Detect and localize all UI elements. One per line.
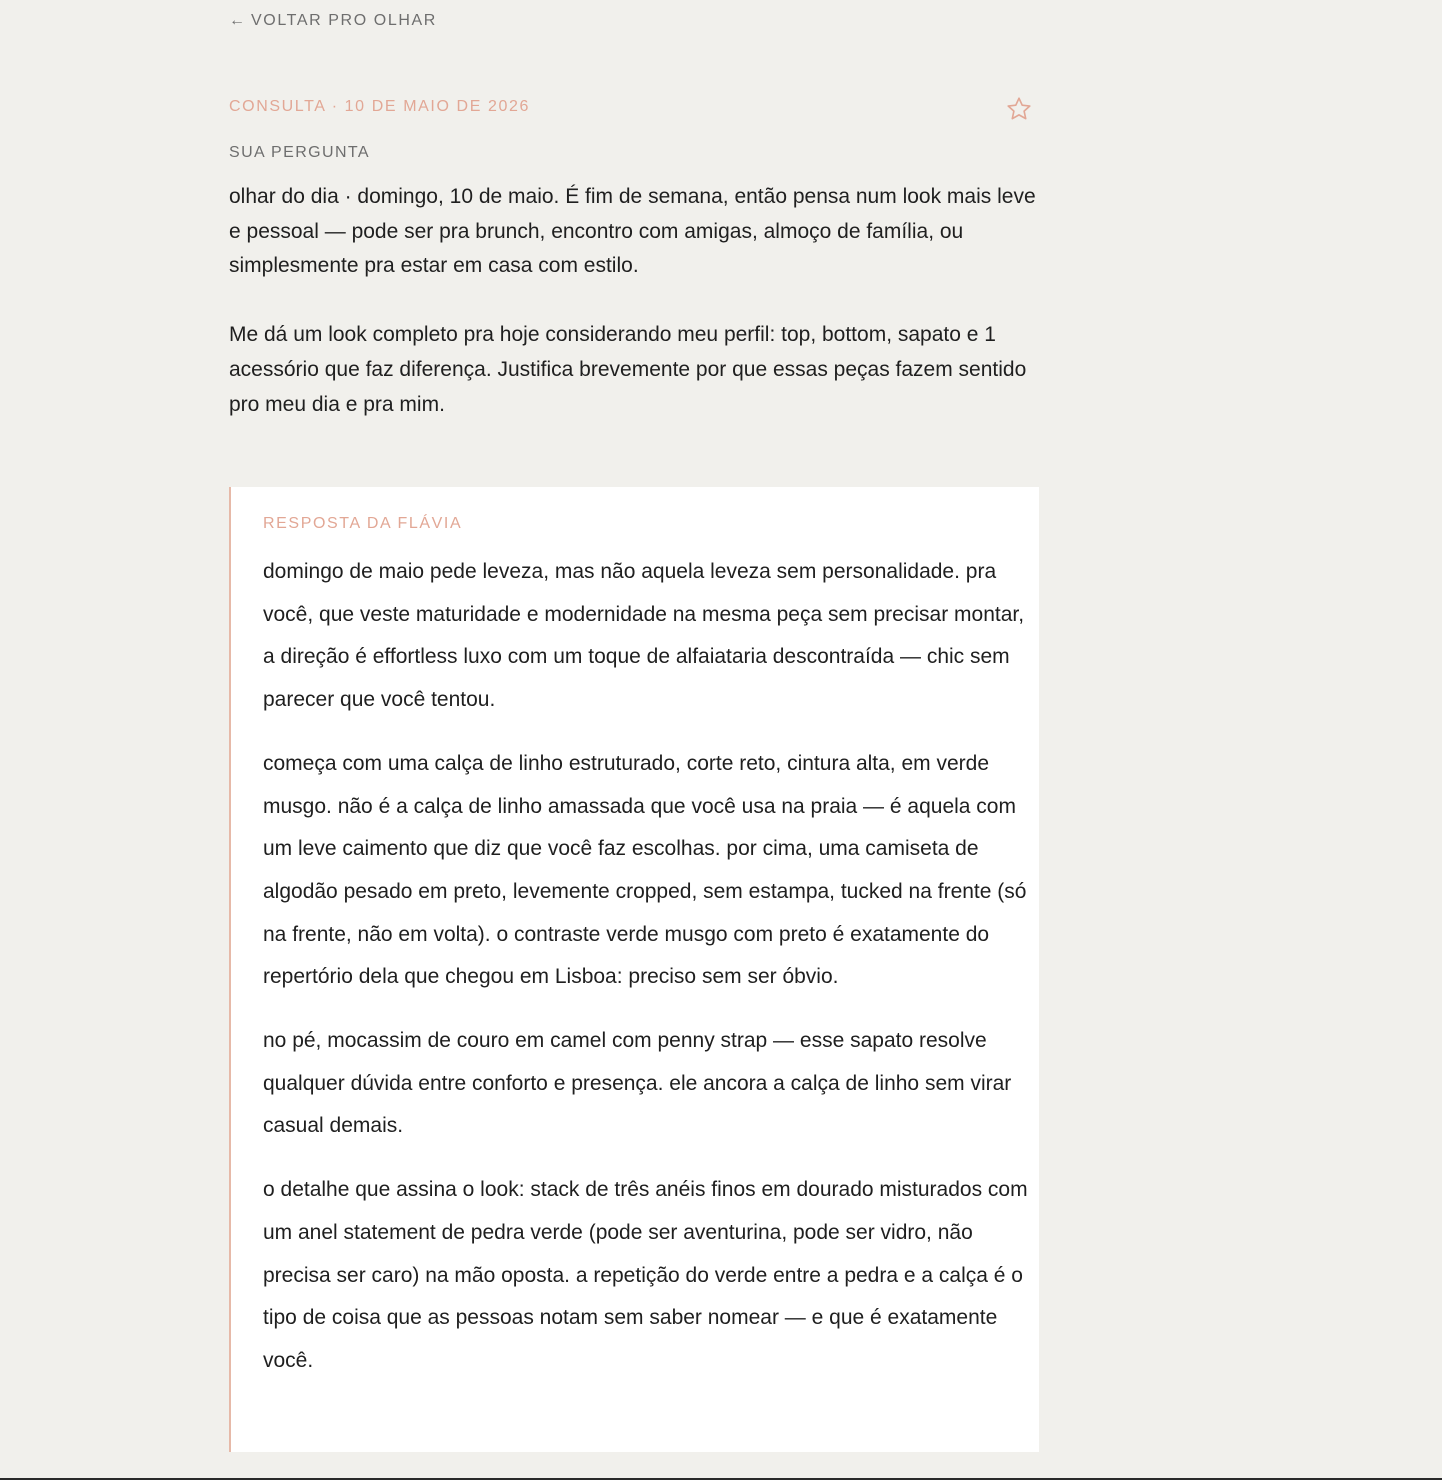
answer-card [229,487,1039,1452]
question-paragraph: olhar do dia · domingo, 10 de maio. É fim de semana, então pensa num look mais leve e pessoal — pode ser pra brunch, encontro com amigas, almoço de família, ou simplesmente pra estar em casa com estilo. [229,185,1036,278]
answer-text [263,551,1039,1404]
question-text [229,180,1039,457]
star-outline-icon [1005,95,1033,123]
answer-paragraph: domingo de maio pede leveza, mas não aquela leveza sem personalidade. pra você, que veste maturidade e modernidade na mesma peça sem precisar montar, a direção é effortless luxo com um toque de alfaiataria descontraída — chic sem parecer que você tentou. [263,560,1025,712]
arrow-left-icon: ← [229,12,245,29]
favorite-button[interactable] [1005,94,1035,124]
consultation-meta: CONSULTA · 10 DE MAIO DE 2026 [229,98,531,115]
consultation-header [229,97,1039,123]
answer-paragraph: o detalhe que assina o look: stack de três anéis finos em dourado misturados com um anel statement de pedra verde (pode ser aventurina, pode ser vidro, não precisa ser caro) na mão oposta. a repetição do verde entre a pedra e a calça é o tipo de coisa que as pessoas notam sem saber nomear — e que é exatamente você. [263,1178,1028,1372]
answer-paragraph: no pé, mocassim de couro em camel com penny strap — esse sapato resolve qualquer dúvida entre conforto e presença. ele ancora a calça de linho sem virar casual demais. [263,1029,1012,1138]
question-label: SUA PERGUNTA [229,144,370,161]
back-link[interactable] [229,11,437,31]
answer-label: RESPOSTA DA FLÁVIA [263,515,463,532]
back-link-label: VOLTAR PRO OLHAR [251,12,437,29]
answer-paragraph: começa com uma calça de linho estruturado, corte reto, cintura alta, em verde musgo. não é a calça de linho amassada que você usa na praia — é aquela com um leve caimento que diz que você faz escolhas. por cima, uma camiseta de algodão pesado em preto, levemente cropped, sem estampa, tucked na frente (só na frente, não em volta). o contraste verde musgo com preto é exatamente do repertório dela que chegou em Lisboa: preciso sem ser óbvio. [263,751,1027,989]
question-paragraph: Me dá um look completo pra hoje considerando meu perfil: top, bottom, sapato e 1 acessório que faz diferença. Justifica brevemente por que essas peças fazem sentido pro meu dia e pra mim. [229,323,1027,416]
